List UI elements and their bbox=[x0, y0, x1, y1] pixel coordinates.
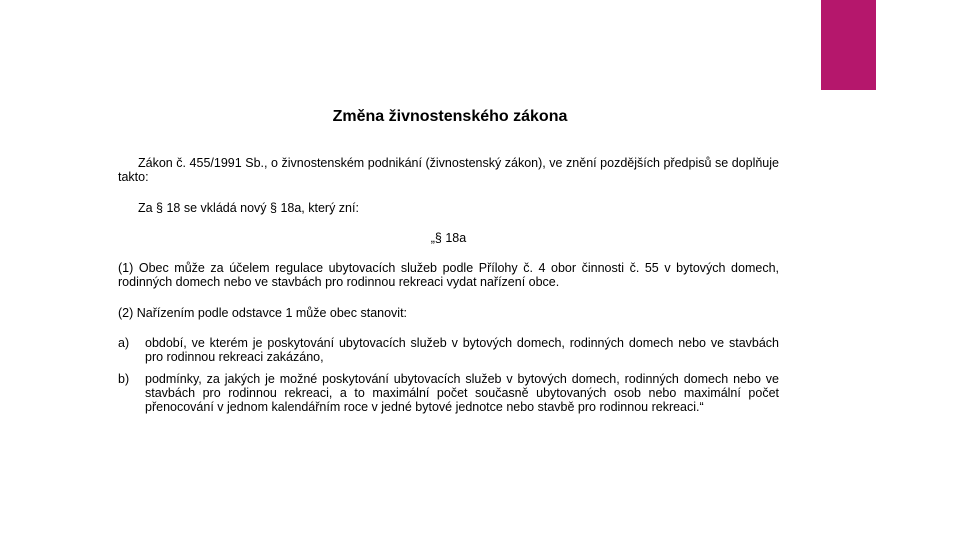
list-marker: b) bbox=[118, 372, 130, 386]
paragraph-2: (2) Nařízením podle odstavce 1 může obec stanovit: bbox=[118, 306, 408, 320]
list-item-text: podmínky, za jakých je možné poskytování ubytovacích služeb v bytových domech, rodinných domech nebo ve stavbách pro rodinnou rekreaci, a to maximální počet současně ubytovaných osob nebo maximální počet přenocování v jednom kalendářním roce v jedné bytové jednotce nebo stavbě pro rodinnou rekreaci.“ bbox=[145, 372, 779, 414]
section-heading: „§ 18a bbox=[430, 231, 467, 245]
page-title: Změna živnostenského zákona bbox=[332, 108, 568, 125]
insertion-paragraph: Za § 18 se vkládá nový § 18a, který zní: bbox=[138, 201, 359, 215]
paragraph-1: (1) Obec může za účelem regulace ubytovacích služeb podle Přílohy č. 4 obor činnosti č. 55 v bytových domech, rodinných domech nebo ve stavbách pro rodinnou rekreaci vydat nařízení obce. bbox=[118, 261, 779, 289]
list-item-text: období, ve kterém je poskytování ubytovacích služeb v bytových domech, rodinných domech nebo ve stavbách pro rodinnou rekreaci zakázáno, bbox=[145, 336, 779, 364]
list-item bbox=[118, 372, 779, 414]
list-item bbox=[118, 336, 779, 364]
accent-bar bbox=[821, 0, 876, 90]
provision-list bbox=[118, 336, 779, 422]
list-marker: a) bbox=[118, 336, 130, 350]
intro-paragraph: Zákon č. 455/1991 Sb., o živnostenském podnikání (živnostenský zákon), ve znění pozdějších předpisů se doplňuje takto: bbox=[118, 156, 779, 184]
